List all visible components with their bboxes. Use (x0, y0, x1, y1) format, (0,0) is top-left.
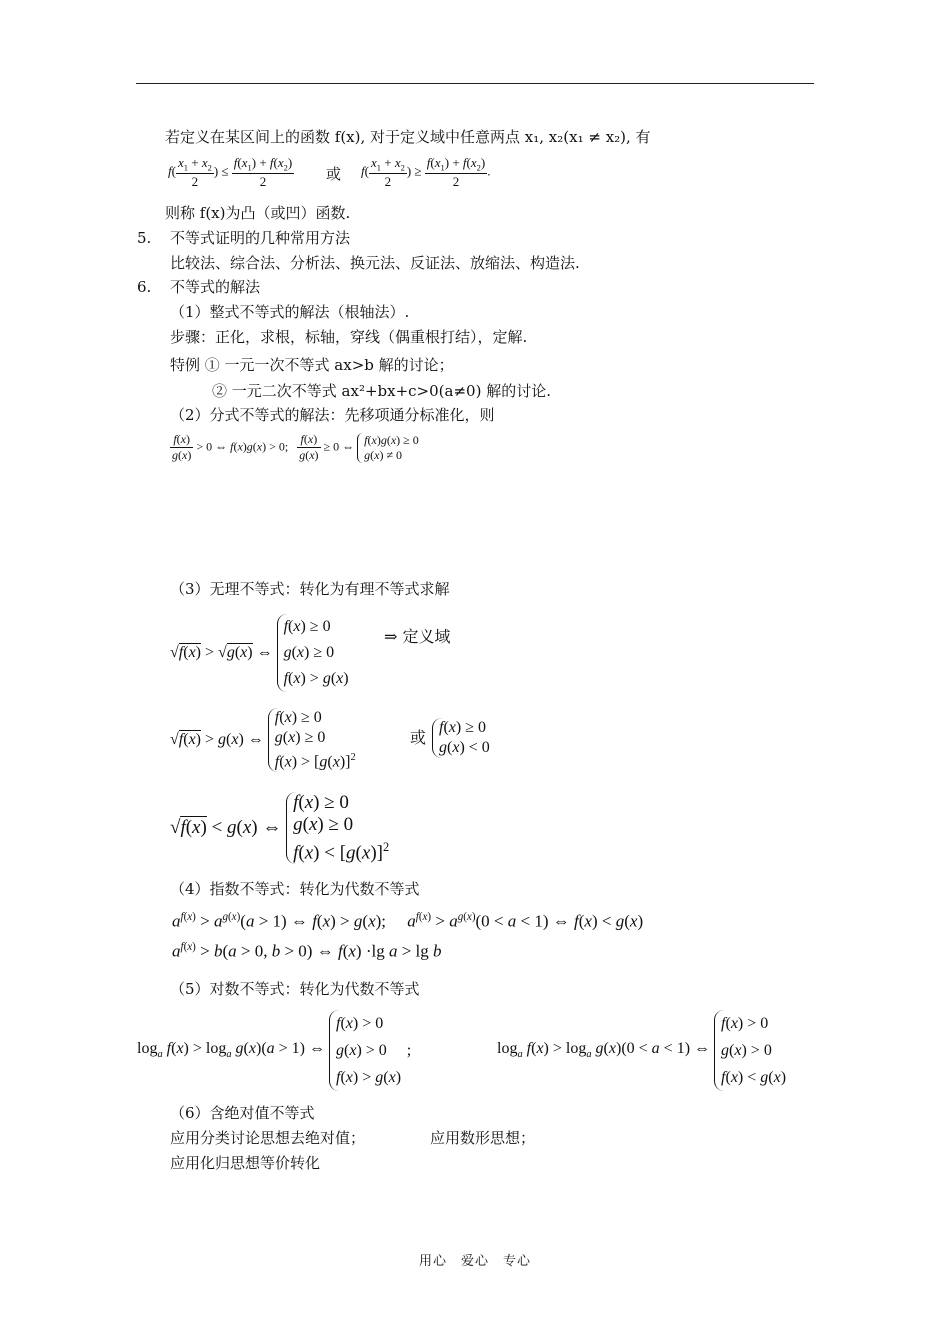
domain-note: ⇒ 定义域 (384, 627, 451, 646)
item-1-steps: 步骤：正化，求根，标轴，穿线（偶重根打结），定解. (170, 328, 528, 346)
item-5-title: （5）对数不等式：转化为代数不等式 (170, 980, 420, 998)
or-word: 或 (326, 165, 342, 183)
convex-definition: 若定义在某区间上的函数 f(x), 对于定义域中任意两点 x₁, x₂(x₁ ≠ x₂), 有 (165, 128, 651, 146)
convex-conclusion: 则称 f(x)为凸（或凹）函数. (165, 204, 351, 222)
item-1-title: （1）整式不等式的解法（根轴法）. (170, 303, 410, 321)
section-5-number: 5. (137, 229, 152, 247)
item-1-example-1: 特例 ① 一元一次不等式 ax>b 解的讨论； (170, 356, 454, 374)
exponential-inequality-1: $a^{f(x)} > a^{g(x)}(a > 1)$ ⇔ f(x) > g(x); $a^{f(x)} > a^{g(x)}(0 < a < 1)$ ⇔ f(x) < g(x) (172, 911, 644, 931)
section-6-title: 不等式的解法 (170, 278, 261, 296)
item-2-title: （2）分式不等式的解法：先移项通分标准化，则 (170, 406, 495, 424)
item-1-example-2: ② 一元二次不等式 ax²+bx+c>0(a≠0) 解的讨论. (212, 382, 551, 400)
header-rule (136, 83, 814, 84)
irrational-inequality-1: √f(x) > √g(x) ⇔ f(x) ≥ 0 g(x) ≥ 0 f(x) > g(x) (170, 614, 349, 692)
irrational-inequality-2: √f(x) > g(x) ⇔ f(x) ≥ 0 g(x) ≥ 0 $f(x) > [g(x)]^2$ (170, 709, 356, 771)
section-5-title: 不等式证明的几种常用方法 (170, 229, 351, 247)
or-word-2: 或 (410, 728, 427, 747)
exponential-inequality-2: $a^{f(x)} > b(a > 0$, b > 0) ⇔ f(x) ·lg a > lg b (172, 941, 442, 961)
item-6-title: （6）含绝对值不等式 (170, 1104, 315, 1122)
log-inequality-2: $\log_a f(x) > \log_a g(x)(0 < a < 1)$ ⇔ f(x) > 0 g(x) > 0 f(x) < g(x) (497, 1010, 786, 1091)
convex-inequality-2: f( $\frac{x_1 + x_2}{2}$ ) ≥ $\frac{f(x_1) + f(x_2)}{2}$ . (361, 155, 491, 189)
log-inequality-1: $\log_a f(x) > \log_a g(x)(a > 1)$ ⇔ f(x) > 0 g(x) > 0 ; f(x) > g(x) (137, 1010, 411, 1091)
section-5-body: 比较法、综合法、分析法、换元法、反证法、放缩法、构造法. (170, 254, 580, 272)
page-footer: 用心 爱心 专心 (418, 1254, 531, 1269)
section-6-number: 6. (137, 278, 152, 296)
item-6-method-b: 应用数形思想； (430, 1129, 536, 1147)
item-6-method-a: 应用分类讨论思想去绝对值； (170, 1129, 366, 1147)
item-4-title: （4）指数不等式：转化为代数不等式 (170, 880, 420, 898)
item-3-title: （3）无理不等式：转化为有理不等式求解 (170, 580, 450, 598)
item-6-method-c: 应用化归思想等价转化 (170, 1154, 321, 1172)
convex-inequality-1: f( $\frac{x_1 + x_2}{2}$ ) ≤ $\frac{f(x_1) + f(x_2)}{2}$ (168, 155, 293, 189)
fraction-inequality: $\frac{f(x)}{g(x)}$ > 0 ⇔ f(x)g(x) > 0; $\frac{f(x)}{g(x)}$ ≥ 0 ⇔ f(x)g(x) ≥ 0 g(x) ≠ 0 (172, 432, 419, 462)
irrational-inequality-3: √f(x) < g(x) ⇔ f(x) ≥ 0 g(x) ≥ 0 $f(x) < [g(x)]^2$ (170, 792, 390, 864)
irrational-inequality-2-alt: f(x) ≥ 0 g(x) < 0 (432, 718, 490, 758)
